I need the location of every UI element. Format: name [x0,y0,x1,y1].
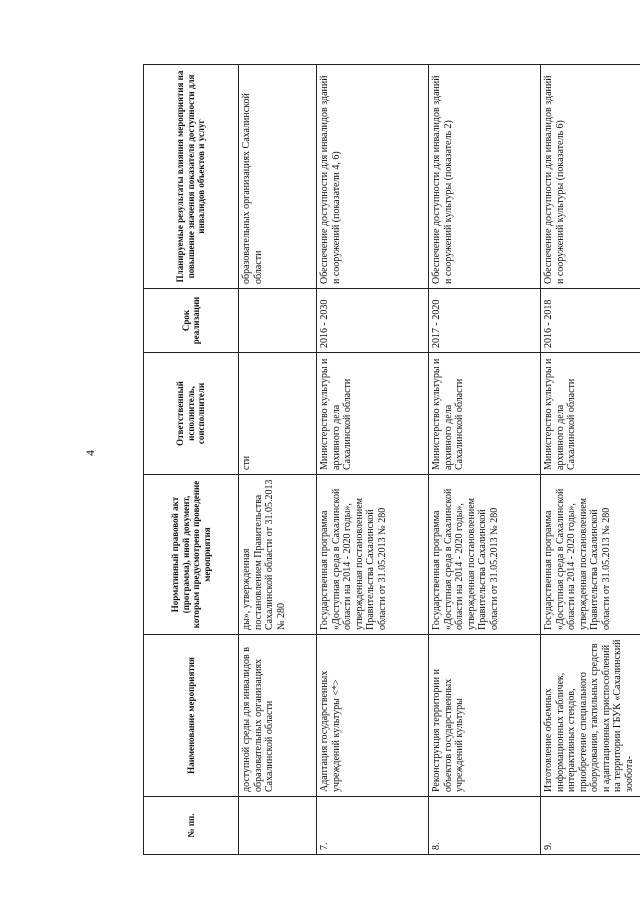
page-number: 4 [83,450,97,456]
header-num: № пп. [144,797,239,855]
cell-executor: сти [239,353,317,475]
header-act: Нормативный правовой акт (программа), иной документ, которым предусмотрено проведение мероприятия [144,475,239,635]
header-executor: Ответственный исполнитель, соисполнители [144,353,239,475]
cell-executor: Министерство культуры и архивного дела Сахалинской области [429,353,541,475]
cell-act: Государственная программа «Доступная среда в Сахалинской области на 2014 - 2020 годы», утвержденная постановлением Правительства Сахалинской области от 31.05.2013 № 280 [541,475,640,635]
cell-executor: Министерство культуры и архивного дела Сахалинской области [317,353,429,475]
cell-term: 2016 - 2018 [541,289,640,353]
cell-term [239,289,317,353]
cell-result: образовательных организациях Сахалинской области [239,65,317,289]
cell-term: 2017 - 2020 [429,289,541,353]
measures-table [143,64,640,855]
cell-name: Адаптация государственных учреждений культуры <*> [317,635,429,797]
cell-executor: Министерство культуры и архивного дела Сахалинской области [541,353,640,475]
cell-act: Государственная программа «Доступная среда в Сахалинской области на 2014 - 2020 годы», утвержденная постановлением Правительства Сахалинской области от 31.05.2013 № 280 [317,475,429,635]
table-row [317,65,429,855]
cell-result: Обеспечение доступности для инвалидов зданий и сооружений культуры (показатель 2) [429,65,541,289]
cell-num: 8. [429,797,541,855]
table-header-row [144,65,239,855]
header-term: Срок реализации [144,289,239,353]
cell-name: Реконструкция территории и объектов государственных учреждений культуры [429,635,541,797]
cell-act: Государственная программа «Доступная среда в Сахалинской области на 2014 - 2020 годы», утвержденная постановлением Правительства Сахалинской области от 31.05.2013 № 280 [429,475,541,635]
header-result: Планируемые результаты влияния мероприятия на повышение значения показателя доступности для инвалидов объектов и услуг [144,65,239,289]
cell-name: Изготовление объемных информационных табличек, интерактивных стендов, приобретение специального оборудования, тактильных средств и адаптационных приспособлений на территории ГБУК «Сахалинский зообота- [541,635,640,797]
cell-act: ды», утвержденная постановлением Правительства Сахалинской области от 31.05.2013 № 280 [239,475,317,635]
measures-table-container [143,65,640,855]
cell-result: Обеспечение доступности для инвалидов зданий и сооружений культуры (показатель 6) [541,65,640,289]
cell-name: доступной среды для инвалидов в образовательных организациях Сахалинской области [239,635,317,797]
cell-num: 7. [317,797,429,855]
cell-num [239,797,317,855]
table-row [429,65,541,855]
cell-result: Обеспечение доступности для инвалидов зданий и сооружений (показатели 4, 6) [317,65,429,289]
cell-num: 9. [541,797,640,855]
header-name: Наименование мероприятия [144,635,239,797]
table-row [541,65,640,855]
cell-term: 2016 - 2030 [317,289,429,353]
table-row [239,65,317,855]
